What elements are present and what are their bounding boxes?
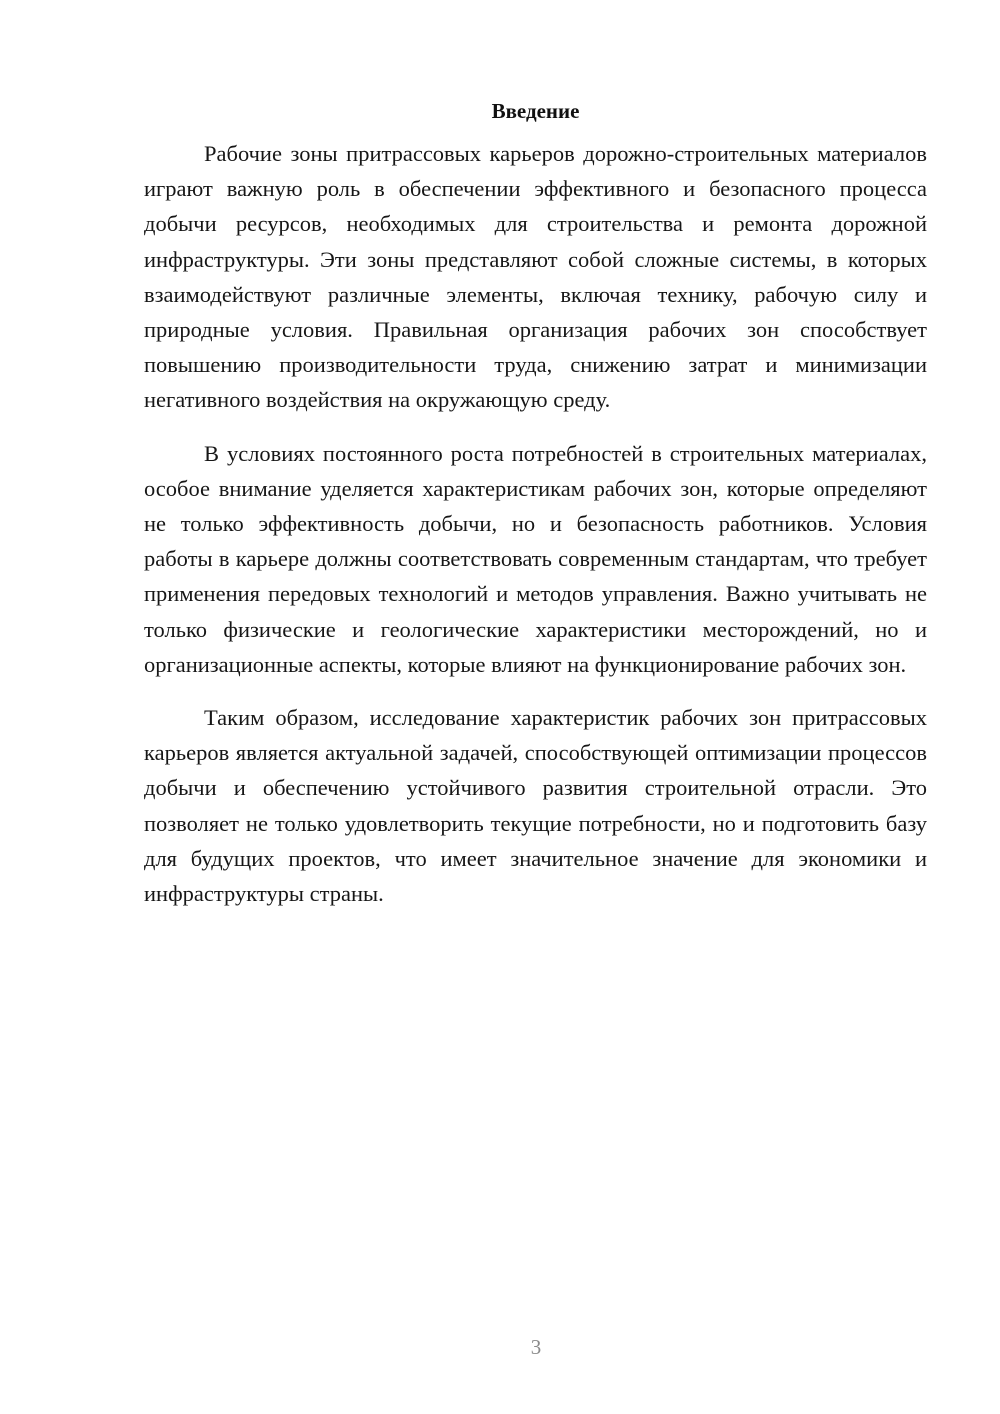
page-content (144, 96, 927, 929)
paragraph-3: Таким образом, исследование характеристик рабочих зон притрассовых карьеров является актуальной задачей, способствующей оптимизации процессов добычи и обеспечению устойчивого развития строительной отрасли. Это позволяет не только удовлетворить текущие потребности, но и подготовить базу для будущих проектов, что имеет значительное значение для экономики и инфраструктуры страны. (144, 705, 927, 907)
section-title: Введение (491, 99, 580, 123)
page-number: 3 (530, 1335, 542, 1359)
paragraph-2: В условиях постоянного роста потребностей в строительных материалах, особое внимание уделяется характеристикам рабочих зон, которые определяют не только эффективность добычи, но и безопасность работников. Условия работы в карьере должны соответствовать современным стандартам, что требует применения передовых технологий и методов управления. Важно учитывать не только физические и геологические характеристики месторождений, но и организационные аспекты, которые влияют на функционирование рабочих зон. (144, 440, 927, 677)
paragraph-1: Рабочие зоны притрассовых карьеров дорожно-строительных материалов играют важную роль в обеспечении эффективного и безопасного процесса добычи ресурсов, необходимых для строительства и ремонта дорожной инфраструктуры. Эти зоны представляют собой сложные системы, в которых взаимодействуют различные элементы, включая технику, рабочую силу и природные условия. Правильная организация рабочих зон способствует повышению производительности труда, снижению затрат и минимизации негативного воздействия на окружающую среду. (144, 141, 927, 413)
